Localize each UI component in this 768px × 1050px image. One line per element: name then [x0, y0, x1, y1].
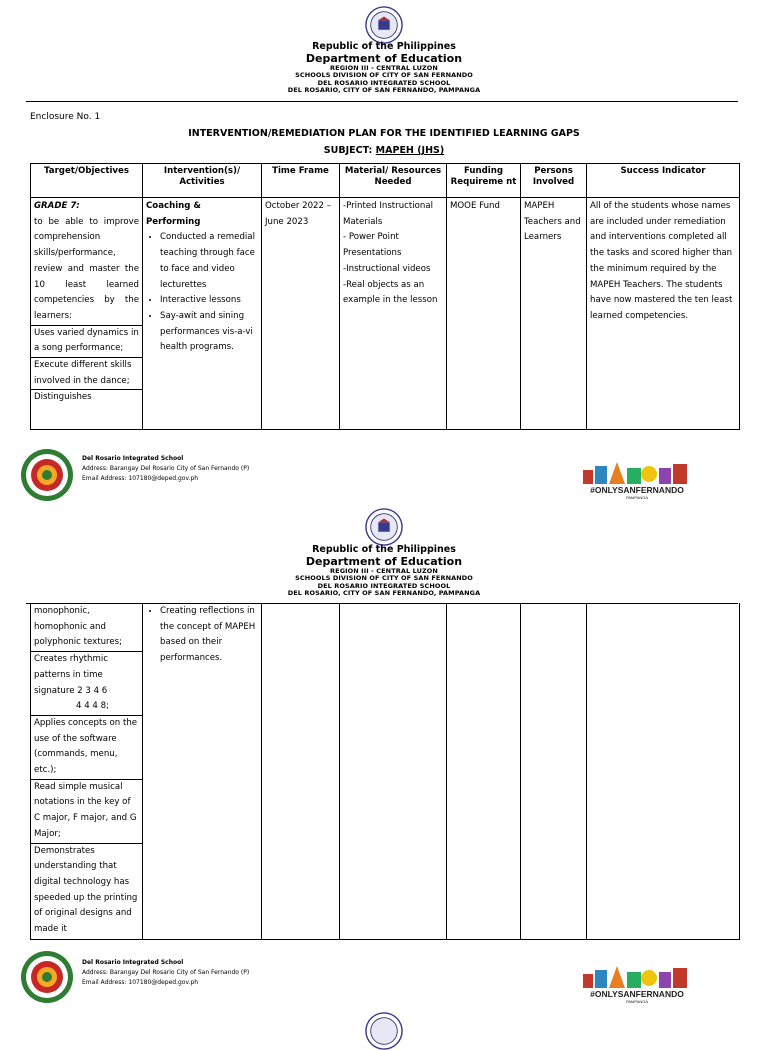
footer-email: Email Address: 107180@deped.gov.ph [82, 979, 199, 986]
col-header: Funding Requireme nt [447, 164, 521, 198]
intervention-cell [143, 603, 262, 939]
subject-value: MAPEH (JHS) [375, 145, 445, 156]
header-republic: Republic of the Philippines [312, 544, 456, 555]
subject-line [0, 145, 768, 156]
letterhead [0, 42, 768, 94]
footer-text [82, 958, 249, 988]
brand-text: #ONLYSANFERNANDO [590, 485, 684, 495]
col-header: Persons Involved [521, 164, 587, 198]
funding-cell: MOOE Fund [447, 198, 521, 430]
grade-label: GRADE 7: [34, 201, 80, 211]
objective-item: Uses varied dynamics in a song performance; [31, 325, 142, 357]
objective-item [31, 651, 142, 715]
header-department: Department of Education [305, 554, 463, 568]
objective-item: Distinguishes [31, 389, 142, 406]
intervention-list [146, 604, 258, 667]
time-frame-cell: October 2022 – June 2023 [262, 198, 340, 430]
header-address: DEL ROSARIO, CITY OF SAN FERNANDO, PAMPANGA [287, 86, 481, 94]
deped-seal-icon [365, 508, 403, 546]
school-logo-icon [20, 950, 74, 1004]
table-row [31, 198, 740, 430]
intervention-list [146, 230, 258, 356]
footer-email: Email Address: 107180@deped.gov.ph [82, 475, 199, 482]
subject-label: SUBJECT: [323, 145, 376, 156]
objective-text: 4 4 4 8; [76, 701, 109, 712]
footer-address: Address: Barangay Del Rosario City of San Fernando (P) [82, 465, 250, 472]
col-header: Intervention(s)/ Activities [143, 164, 262, 198]
col-header: Material/ Resources Needed [340, 164, 447, 198]
deped-seal-icon [365, 1012, 403, 1050]
list-item: • Say-awit and sining performances vis-a-vi health programs. [160, 309, 258, 356]
footer-text [82, 454, 249, 484]
col-header: Target/Objectives [31, 164, 143, 198]
header-divider [26, 101, 738, 102]
footer-address: Address: Barangay Del Rosario City of San Fernando (P) [82, 969, 250, 976]
header-republic: Republic of the Philippines [312, 41, 456, 52]
header-region: REGION III - CENTRAL LUZON [330, 63, 438, 72]
intervention-title: Coaching & Performing [146, 201, 201, 227]
enclosure-label: Enclosure No. 1 [30, 112, 101, 122]
footer-school: Del Rosario Integrated School [82, 455, 184, 462]
col-header: Success Indicator [587, 164, 740, 198]
header-division: SCHOOLS DIVISION OF CITY OF SAN FERNANDO [295, 574, 473, 582]
list-item: • Creating reflections in the concept of MAPEH based on their performances. [160, 604, 258, 667]
objective-item: Read simple musical notations in the key of C major, F major, and G Major; [31, 779, 142, 843]
school-logo-icon [20, 448, 74, 502]
objective-text: Creates rhythmic patterns in time signature 2 3 4 6 [34, 654, 108, 696]
deped-seal-icon [365, 6, 403, 44]
footer-school: Del Rosario Integrated School [82, 959, 184, 966]
objective-main: to be able to improve comprehension skills/performance, review and master the 10 least learned competencies by the learners: [34, 216, 139, 321]
onlysanfernando-logo-icon [581, 960, 693, 1004]
objective-item: monophonic, homophonic and polyphonic textures; [34, 606, 123, 648]
materials-cell [340, 603, 447, 939]
table-header-row [31, 164, 740, 198]
objective-item: Demonstrates understanding that digital technology has speeded up the printing of original designs and made it [31, 843, 142, 938]
col-header: Time Frame [262, 164, 340, 198]
persons-cell [521, 603, 587, 939]
page-footer [0, 950, 768, 1010]
success-cell [587, 603, 740, 939]
table-row [31, 603, 740, 939]
time-frame-cell [262, 603, 340, 939]
brand-text: #ONLYSANFERNANDO [590, 989, 684, 999]
plan-title: INTERVENTION/REMEDIATION PLAN FOR THE IDENTIFIED LEARNING GAPS [188, 128, 580, 139]
header-school: DEL ROSARIO INTEGRATED SCHOOL [317, 581, 451, 590]
brand-sub: PAMPANGA [625, 495, 649, 500]
materials-cell: -Printed Instructional Materials - Power Point Presentations -Instructional videos -Real objects as an example in the lesson [340, 198, 447, 430]
objective-item: Execute different skills involved in the dance; [31, 357, 142, 389]
page-footer [0, 448, 768, 508]
funding-cell [447, 603, 521, 939]
plan-table [30, 163, 740, 430]
header-department: Department of Education [305, 51, 463, 65]
brand-sub: PAMPANGA [625, 999, 649, 1004]
intervention-cell [143, 198, 262, 430]
onlysanfernando-logo-icon [581, 456, 693, 500]
header-division: SCHOOLS DIVISION OF CITY OF SAN FERNANDO [295, 71, 473, 79]
objectives-cell [31, 198, 143, 430]
plan-table-continued [30, 603, 740, 940]
header-school: DEL ROSARIO INTEGRATED SCHOOL [317, 78, 451, 87]
objectives-cell [31, 603, 143, 939]
header-region: REGION III - CENTRAL LUZON [330, 566, 438, 575]
list-item: • Interactive lessons [160, 293, 258, 309]
letterhead [0, 545, 768, 597]
objective-item: Applies concepts on the use of the software (commands, menu, etc.); [31, 715, 142, 779]
persons-cell: MAPEH Teachers and Learners [521, 198, 587, 430]
list-item: • Conducted a remedial teaching through face to face and video lecturettes [160, 230, 258, 293]
success-cell: All of the students whose names are included under remediation and interventions completed all the tasks and scored higher than the minimum required by the MAPEH Teachers. The students have now mastered the ten least learned competencies. [587, 198, 740, 430]
header-address: DEL ROSARIO, CITY OF SAN FERNANDO, PAMPANGA [287, 589, 481, 597]
